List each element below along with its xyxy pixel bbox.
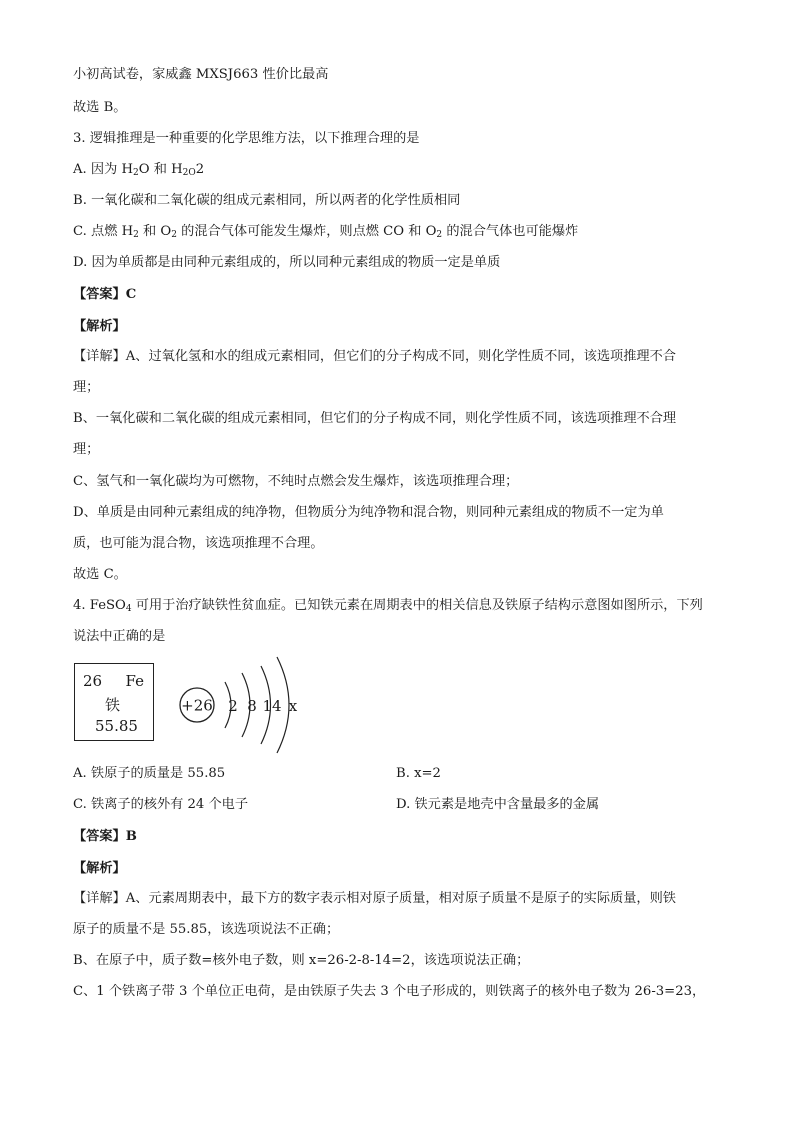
q3-stem: 3. 逻辑推理是一种重要的化学思维方法，以下推理合理的是: [73, 131, 420, 146]
q3-detail-5: C、氢气和一氧化碳均为可燃物，不纯时点燃会发生爆炸，该选项推理合理；: [73, 474, 519, 489]
atomic-mass: 55.85: [95, 717, 138, 735]
shell-4-electrons: x: [288, 697, 298, 715]
q3-detail-7: 质，也可能为混合物，该选项推理不合理。: [73, 536, 324, 551]
element-symbol: Fe: [125, 672, 144, 690]
q3-option-b: B. 一氧化碳和二氧化碳的组成元素相同，所以两者的化学性质相同: [73, 193, 461, 208]
q3-detail-6: D、单质是由同种元素组成的纯净物，但物质分为纯净物和混合物，则同种元素组成的物质不一定为单: [73, 505, 664, 520]
shell-1-electrons: 2: [228, 697, 238, 715]
q3-answer: 【答案】C: [73, 287, 137, 302]
q4-option-d: D. 铁元素是地壳中含量最多的金属: [396, 797, 600, 812]
q4-analysis: 【解析】: [73, 861, 126, 876]
q3-option-d: D. 因为单质都是由同种元素组成的，所以同种元素组成的物质一定是单质: [73, 255, 501, 270]
q4-detail-4: C、1 个铁离子带 3 个单位正电荷，是由铁原子失去 3 个电子形成的，则铁离子的核外电子数为 26-3=23，: [73, 984, 706, 999]
q2-conclusion: 故选 B。: [73, 100, 127, 115]
q4-stem-line-2: 说法中正确的是: [73, 629, 166, 644]
q4-option-a: A. 铁原子的质量是 55.85: [73, 766, 226, 781]
nucleus-charge: +26: [181, 696, 213, 715]
q4-stem-line-1: 4. FeSO$_4$ 可用于治疗缺铁性贫血症。已知铁元素在周期表中的相关信息及铁原子结构示意图如图所示，下列: [73, 598, 703, 614]
element-name: 铁: [105, 696, 121, 714]
q4-detail-1: 【详解】A、元素周期表中，最下方的数字表示相对原子质量，相对原子质量不是原子的实际质量，则铁: [73, 891, 676, 906]
q4-option-c: C. 铁离子的核外有 24 个电子: [73, 797, 249, 812]
q3-detail-2: 理；: [73, 380, 100, 395]
atomic-number: 26: [83, 672, 103, 690]
q3-option-c: C. 点燃 $H_2$ 和 $O_2$ 的混合气体可能发生爆炸，则点燃 CO 和 $O_2$ 的混合气体也可能爆炸: [73, 224, 579, 240]
shell-3-electrons: 14: [262, 697, 282, 715]
shell-2-electrons: 8: [247, 697, 257, 715]
q3-analysis: 【解析】: [73, 319, 126, 334]
q4-detail-2: 原子的质量不是 55.85，该选项说法不正确；: [73, 922, 340, 937]
q4-detail-3: B、在原子中，质子数=核外电子数，则 x=26-2-8-14=2，该选项说法正确；: [73, 953, 530, 968]
q3-detail-1: 【详解】A、过氧化氢和水的组成元素相同，但它们的分子构成不同，则化学性质不同，该选项推理不合: [73, 349, 676, 364]
q3-detail-3: B、一氧化碳和二氧化碳的组成元素相同，但它们的分子构成不同，则化学性质不同，该选项推理不合理: [73, 411, 677, 426]
q4-option-b: B. x=2: [396, 766, 441, 781]
q3-option-a: A. 因为 $H_2O$ 和 $H_{2O}2$: [73, 162, 205, 178]
header-note: 小初高试卷，家威鑫 MXSJ663 性价比最高: [73, 67, 329, 82]
atom-structure-diagram: [176, 655, 316, 755]
periodic-table-cell: [74, 663, 154, 741]
q4-answer: 【答案】B: [73, 829, 137, 844]
q3-detail-4: 理；: [73, 442, 100, 457]
q3-conclusion: 故选 C。: [73, 567, 127, 582]
